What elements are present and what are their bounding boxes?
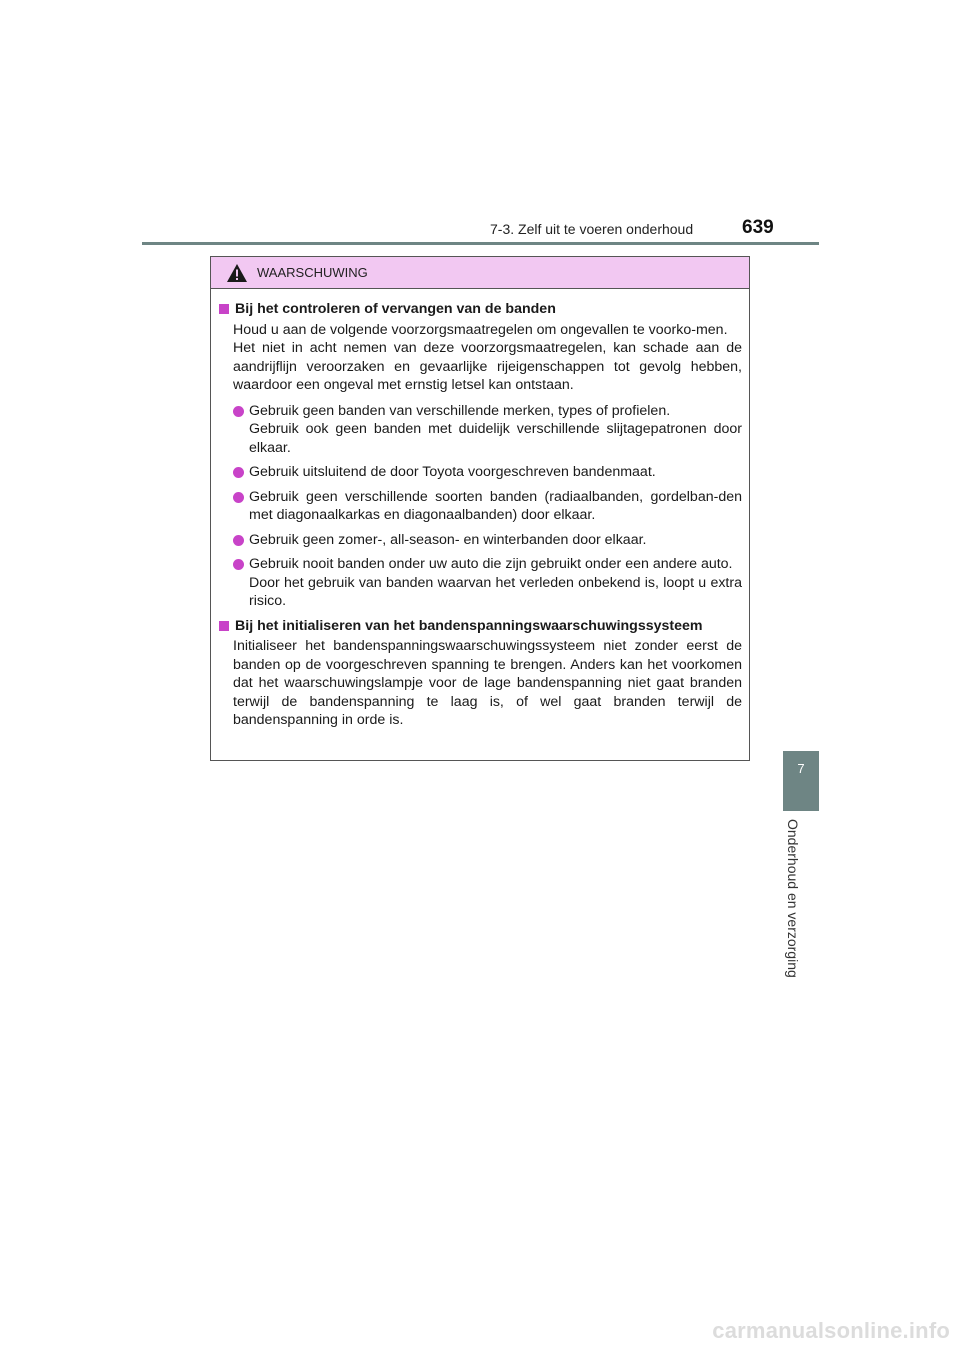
page-number: 639 [742,217,774,238]
warning-title: WAARSCHUWING [257,265,368,280]
header-divider [142,242,819,245]
bullet-item [219,555,742,611]
chapter-number: 7 [797,761,805,776]
section-title: 7-3. Zelf uit te voeren onderhoud [490,221,694,237]
bullet-line: Gebruik nooit banden onder uw auto die zijn gebruikt onder een andere auto. [249,556,733,572]
section-paragraphs [219,637,742,730]
section-paragraphs [219,321,742,395]
round-bullet-icon [233,467,244,478]
warning-section [219,300,742,611]
paragraph: Het niet in acht nemen van deze voorzorgsmaatregelen, kan schade aan de aandrijflijn veroorzaken en gevaarlijke rijeigenschappen tot gevolg hebben, waardoor een ongeval met ernstig letsel kan ontstaan. [233,340,742,393]
bullet-line: Gebruik uitsluitend de door Toyota voorgeschreven bandenmaat. [249,464,656,480]
section-heading [219,617,742,636]
bullet-item [219,531,742,550]
round-bullet-icon [233,492,244,503]
bullet-item-text [249,488,742,525]
warning-triangle-icon [226,263,248,283]
warning-header [211,257,749,289]
section-heading-text: Bij het controleren of vervangen van de banden [235,301,556,317]
bullet-item [219,463,742,482]
paragraph: Houd u aan de volgende voorzorgsmaatregelen om ongevallen te voorko-men. [233,321,728,338]
bullet-line: Door het gebruik van banden waarvan het verleden onbekend is, loopt u extra risico. [249,574,742,609]
section-heading-text: Bij het initialiseren van het bandenspanningswaarschuwingssysteem [235,617,703,634]
warning-section [219,617,742,730]
round-bullet-icon [233,535,244,546]
bullet-item-text [249,463,742,482]
bullet-line: Gebruik geen zomer-, all-season- en winterbanden door elkaar. [249,531,647,548]
square-bullet-icon [219,304,229,314]
bullet-item-text [249,555,742,611]
bullet-line: Gebruik ook geen banden met duidelijk verschillende slijtagepatronen door elkaar. [249,421,742,456]
warning-box [210,256,750,761]
round-bullet-icon [233,559,244,570]
bullet-item [219,488,742,525]
chapter-tab [783,751,819,811]
bullet-item [219,402,742,458]
chapter-title: Onderhoud en verzorging [785,819,801,978]
watermark: carmanualsonline.info [712,1318,950,1343]
square-bullet-icon [219,621,229,631]
bullet-item-text [249,402,742,458]
bullet-line: Gebruik geen banden van verschillende merken, types of profielen. [249,402,671,419]
bullet-item-text [249,531,742,550]
paragraph: Initialiseer het bandenspanningswaarschuwingssysteem niet zonder eerst de banden op de voorgeschreven spanning te brengen. Anders kan het voorkomen dat het waarschuwingslampje voor de lage bandenspanning niet gaat branden terwijl de bandenspanning te laag is, of wel gaat branden terwijl de bandenspanning in orde is. [233,638,742,728]
round-bullet-icon [233,406,244,417]
warning-body [211,289,749,730]
section-heading [219,300,742,319]
bullet-line: Gebruik geen verschillende soorten banden (radiaalbanden, gordelban-den met diagonaalkarkas en diagonaalbanden) door elkaar. [249,488,742,523]
